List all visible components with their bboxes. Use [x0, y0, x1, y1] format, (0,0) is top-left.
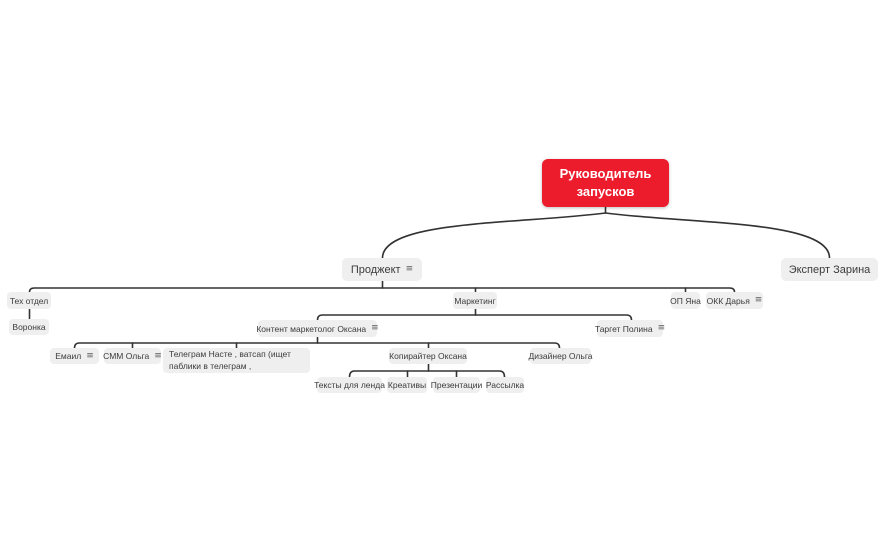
node-label: Руководитель запусков [559, 165, 652, 199]
node-teksty-dlya-lenda[interactable] [314, 377, 385, 393]
node-prodzhekt[interactable] [342, 258, 422, 281]
node-kopirayter-oksana[interactable] [389, 348, 467, 364]
node-label: Копирайтер Оксана [389, 351, 467, 361]
notes-icon[interactable]: ≡ [754, 295, 763, 305]
node-label: Презентации [430, 380, 483, 390]
node-kontent-marketolog-oksana[interactable] [258, 320, 377, 337]
node-label: СММ Ольга [103, 351, 150, 361]
node-label: Таргет Полина [594, 323, 653, 334]
node-label: Маркетинг [454, 295, 496, 306]
node-label: Тех отдел [9, 295, 49, 306]
notes-icon[interactable]: ≡ [154, 350, 162, 361]
node-target-polina[interactable] [594, 320, 666, 337]
node-label: Контент маркетолог Оксана [256, 323, 367, 334]
node-tekh-otdel[interactable] [7, 292, 51, 309]
node-dizayner-olga[interactable] [530, 348, 591, 364]
node-marketing[interactable] [453, 292, 497, 309]
node-label: Рассылка [485, 380, 525, 390]
notes-icon[interactable]: ≡ [657, 323, 666, 333]
node-rukovoditel-zapuskov[interactable] [542, 159, 669, 207]
node-label: Эксперт Зарина [788, 263, 871, 276]
node-label: Воронка [12, 322, 46, 332]
node-label: Тексты для ленда [314, 380, 385, 390]
node-telegram-naste[interactable] [163, 348, 310, 373]
node-label: Телеграм Насте , ватсап (ищет паблики в телеграм , [169, 349, 291, 371]
node-email[interactable] [50, 348, 99, 364]
node-ekspert-zarina[interactable] [781, 258, 878, 281]
node-label: Проджект [350, 263, 401, 276]
node-rassylka[interactable] [486, 377, 524, 393]
node-label: ОП Яна [670, 295, 701, 306]
node-label: Креативы [387, 380, 427, 390]
notes-icon[interactable]: ≡ [405, 264, 414, 274]
node-voronka[interactable] [9, 319, 49, 335]
node-smm-olga[interactable] [104, 348, 161, 364]
node-op-yana[interactable] [671, 292, 700, 309]
node-okk-darya[interactable] [706, 292, 763, 309]
notes-icon[interactable]: ≡ [371, 323, 379, 333]
node-kreativy[interactable] [387, 377, 427, 393]
notes-icon[interactable]: ≡ [86, 350, 94, 361]
connector-root-prodzhekt [383, 213, 606, 258]
connector-rail-prodzhekt [30, 288, 735, 292]
connector-root-ekspert [606, 213, 830, 258]
node-prezentatsii[interactable] [430, 377, 483, 393]
node-label: Емаил [55, 351, 82, 361]
node-label: Дизайнер Ольга [528, 351, 593, 361]
node-label: ОКК Дарья [706, 295, 750, 306]
